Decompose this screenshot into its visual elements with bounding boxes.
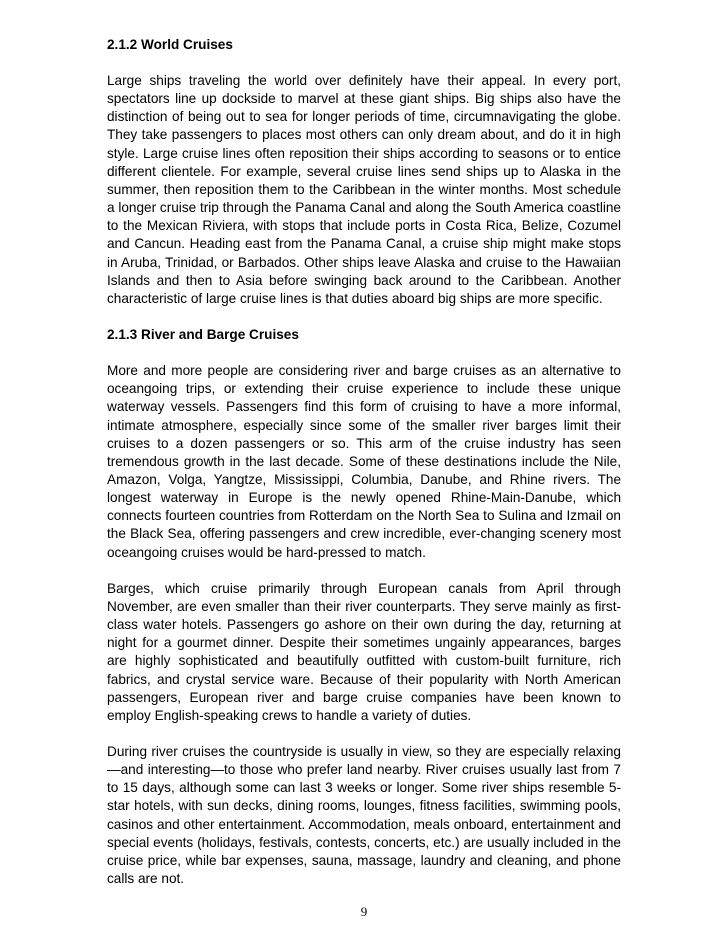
paragraph-river-barge-intro: More and more people are considering river and barge cruises as an alternative to oceangoing trips, or extending their cruise experience to include these unique waterway vessels. Passengers find this form of cruising to have a more informal, intimate atmosphere, especially since some of the smaller river barges limit their cruises to a dozen passengers or so. This arm of the cruise industry has seen tremendous growth in the last decade. Some of these destinations include the Nile, Amazon, Volga, Yangtze, Mississippi, Columbia, Danube, and Rhine rivers. The longest waterway in Europe is the newly opened Rhine-Main-Danube, which connects fourteen countries from Rotterdam on the North Sea to Sulina and Izmail on the Black Sea, offering passengers and crew incredible, ever-changing scenery most oceangoing cruises would be hard-pressed to match.: [107, 363, 621, 560]
paragraph-river-cruises: During river cruises the countryside is usually in view, so they are especially relaxing—and interesting—to those who prefer land nearby. River cruises usually last from 7 to 15 days, although some can last 3 weeks or longer. Some river ships resemble 5-star hotels, with sun decks, dining rooms, lounges, fitness facilities, swimming pools, casinos and other entertainment. Accommodation, meals onboard, entertainment and special events (holidays, festivals, contests, concerts, etc.) are usually included in the cruise price, while bar expenses, sauna, massage, laundry and cleaning, and phone calls are not.: [107, 744, 621, 887]
page-number: 9: [360, 904, 368, 919]
document-page: [107, 34, 621, 888]
section-heading-river-barge-cruises: 2.1.3 River and Barge Cruises: [107, 327, 299, 343]
section-heading-world-cruises: 2.1.2 World Cruises: [107, 37, 233, 52]
paragraph-barges: Barges, which cruise primarily through European canals from April through November, are even smaller than their river counterparts. They serve mainly as first-class water hotels. Passengers go ashore on their own during the day, returning at night for a gourmet dinner. Despite their sometimes ungainly appearances, barges are highly sophisticated and beautifully outfitted with custom-built furniture, rich fabrics, and crystal service ware. Because of their popularity with North American passengers, European river and barge cruise companies have been known to employ English-speaking crews to handle a variety of duties.: [107, 580, 621, 723]
paragraph-world-cruises: Large ships traveling the world over definitely have their appeal. In every port, spectators line up dockside to marvel at these giant ships. Big ships also have the distinction of being out to sea for longer periods of time, circumnavigating the globe. They take passengers to places most others can only dream about, and do it in high style. Large cruise lines often reposition their ships according to seasons or to entice different clientele. For example, several cruise lines send ships up to Alaska in the summer, then reposition them to the Caribbean in the winter months. Most schedule a longer cruise trip through the Panama Canal and along the South America coastline to the Mexican Riviera, with stops that include ports in Costa Rica, Belize, Cozumel and Cancun. Heading east from the Panama Canal, a cruise ship might make stops in Aruba, Trinidad, or Barbados. Other ships leave Alaska and cruise to the Hawaiian Islands and then to Asia before swinging back around to the Caribbean. Another characteristic of large cruise lines is that duties aboard big ships are more specific.: [107, 73, 621, 306]
